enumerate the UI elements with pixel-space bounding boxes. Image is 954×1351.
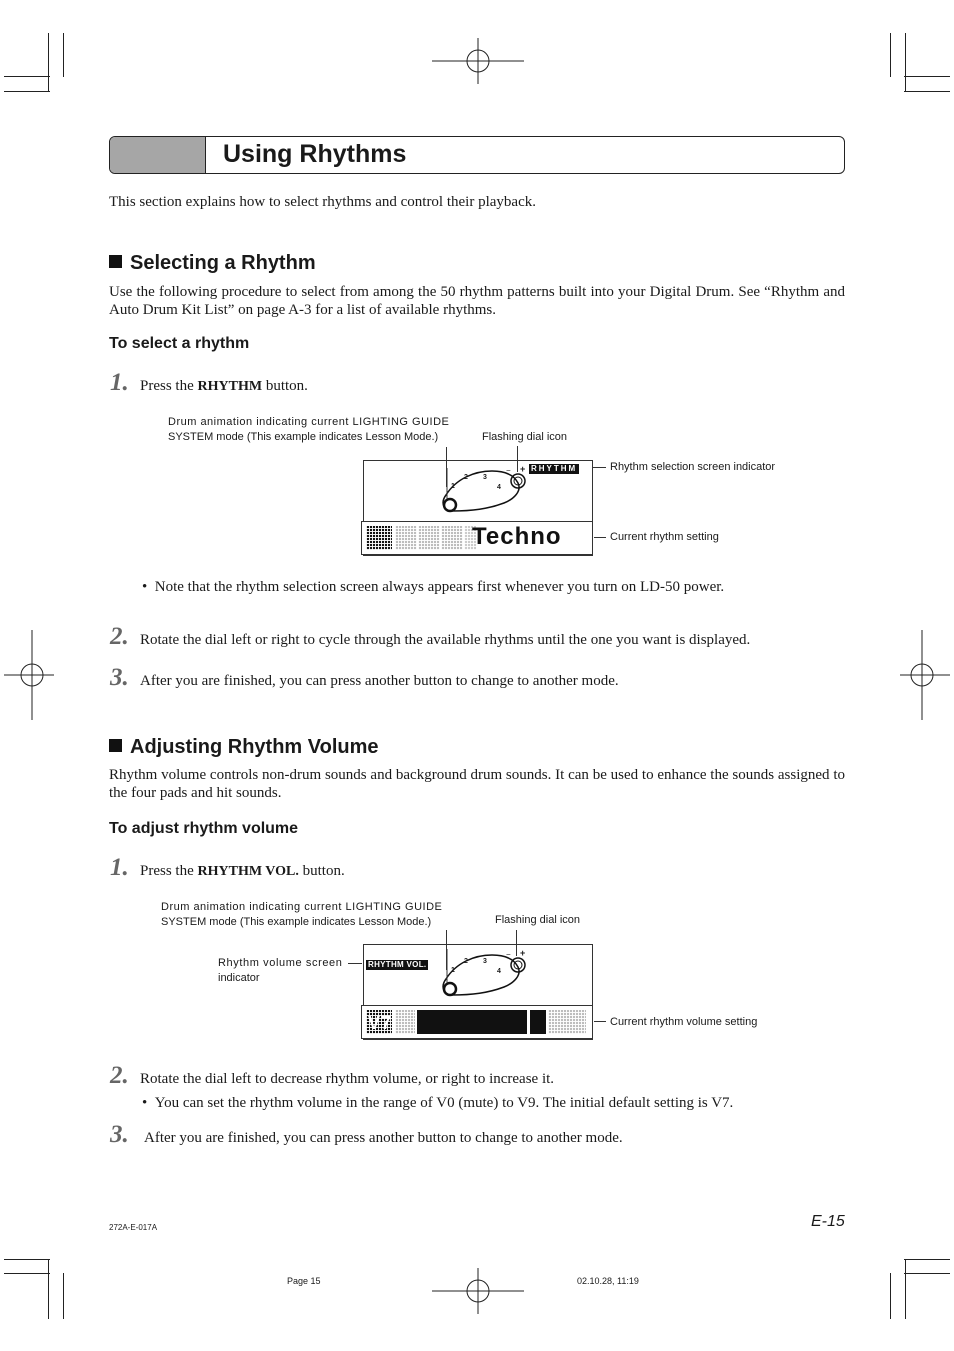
section-heading-selecting: Selecting a Rhythm	[109, 252, 316, 275]
intro-text: This section explains how to select rhythms and control their playback.	[109, 194, 536, 210]
rhythm-screen-tag: RHYTHM	[531, 464, 578, 473]
flashing-dial-label: Flashing dial icon	[495, 914, 580, 926]
pad-label: 3	[483, 958, 487, 965]
pad-label: 4	[497, 484, 501, 491]
rhythm-vol-screen-tag: RHYTHM VOL.	[368, 960, 427, 969]
figure-caption: SYSTEM mode (This example indicates Lesson Mode.)	[161, 916, 432, 928]
volume-indicator-label: Rhythm volume screen	[218, 957, 343, 969]
footer-page: Page 15	[287, 1276, 321, 1286]
rhythm-indicator-label: Rhythm selection screen indicator	[610, 461, 776, 473]
flashing-dial-label: Flashing dial icon	[482, 431, 567, 443]
pad-label: 1	[451, 967, 455, 974]
square-bullet-icon	[109, 255, 122, 268]
registration-mark-top	[432, 38, 524, 84]
lcd-dot-matrix-row	[361, 521, 593, 555]
lcd-volume-value: V7	[368, 1013, 393, 1033]
lcd-dot-matrix-row	[361, 1005, 593, 1039]
registration-mark-left	[4, 630, 54, 720]
registration-mark-bottom	[432, 1268, 524, 1314]
page-number: E-15	[811, 1213, 845, 1230]
step-number: 1.	[110, 369, 129, 396]
pad-label: 3	[483, 474, 487, 481]
step-text: After you are finished, you can press another button to change to another mode.	[144, 1130, 623, 1146]
figure-caption: SYSTEM mode (This example indicates Lesson Mode.)	[168, 431, 439, 443]
section-paragraph-selecting: Use the following procedure to select from among the 50 rhythm patterns built into your Digital Drum. See “Rhythm and Auto Drum Kit List” on page A-3 for a list of available rhythms.	[109, 284, 845, 318]
title-bar	[109, 136, 845, 174]
figure-caption: Drum animation indicating current LIGHTING GUIDE	[168, 416, 450, 428]
current-rhythm-label: Current rhythm setting	[610, 531, 719, 543]
pad-label: 2	[464, 474, 468, 481]
title-bar-accent	[110, 137, 206, 173]
pad-label: 1	[451, 483, 455, 490]
lcd-rhythm-name: Techno	[472, 523, 562, 550]
volume-indicator-label: indicator	[218, 972, 260, 984]
step-number: 1.	[110, 854, 129, 881]
plus-icon: +	[520, 948, 526, 958]
step-text: After you are finished, you can press another button to change to another mode.	[140, 673, 619, 689]
note-bullet: • Note that the rhythm selection screen always appears first whenever you turn on LD-50 power.	[142, 579, 725, 595]
minus-icon: −	[506, 466, 511, 475]
step-number: 3.	[110, 1121, 129, 1148]
plus-icon: +	[520, 464, 526, 474]
section-heading-volume: Adjusting Rhythm Volume	[109, 736, 379, 759]
square-bullet-icon	[109, 739, 122, 752]
step-number: 3.	[110, 664, 129, 691]
registration-mark-right	[900, 630, 950, 720]
minus-icon: −	[506, 950, 511, 959]
step-text: Press the RHYTHM VOL. button.	[140, 863, 345, 879]
figure-caption: Drum animation indicating current LIGHTING GUIDE	[161, 901, 443, 913]
step-text: Rotate the dial left or right to cycle through the available rhythms until the one you want is displayed.	[140, 632, 751, 648]
subheading-adjust-volume: To adjust rhythm volume	[109, 820, 299, 837]
note-bullet: • You can set the rhythm volume in the range of V0 (mute) to V9. The initial default setting is V7.	[142, 1095, 734, 1111]
document-code: 272A-E-017A	[109, 1223, 158, 1232]
step-text: Rotate the dial left to decrease rhythm volume, or right to increase it.	[140, 1071, 555, 1087]
current-volume-label: Current rhythm volume setting	[610, 1016, 758, 1028]
footer-date: 02.10.28, 11:19	[577, 1276, 639, 1286]
pad-label: 4	[497, 968, 501, 975]
pad-label: 2	[464, 958, 468, 965]
subheading-select-rhythm: To select a rhythm	[109, 335, 250, 352]
step-number: 2.	[110, 623, 129, 650]
step-number: 2.	[110, 1062, 129, 1089]
section-paragraph-volume: Rhythm volume controls non-drum sounds and background drum sounds. It can be used to enhance the sounds assigned to the four pads and hit sounds.	[109, 767, 845, 801]
page-title: Using Rhythms	[223, 140, 407, 168]
step-text: Press the RHYTHM button.	[140, 378, 308, 394]
